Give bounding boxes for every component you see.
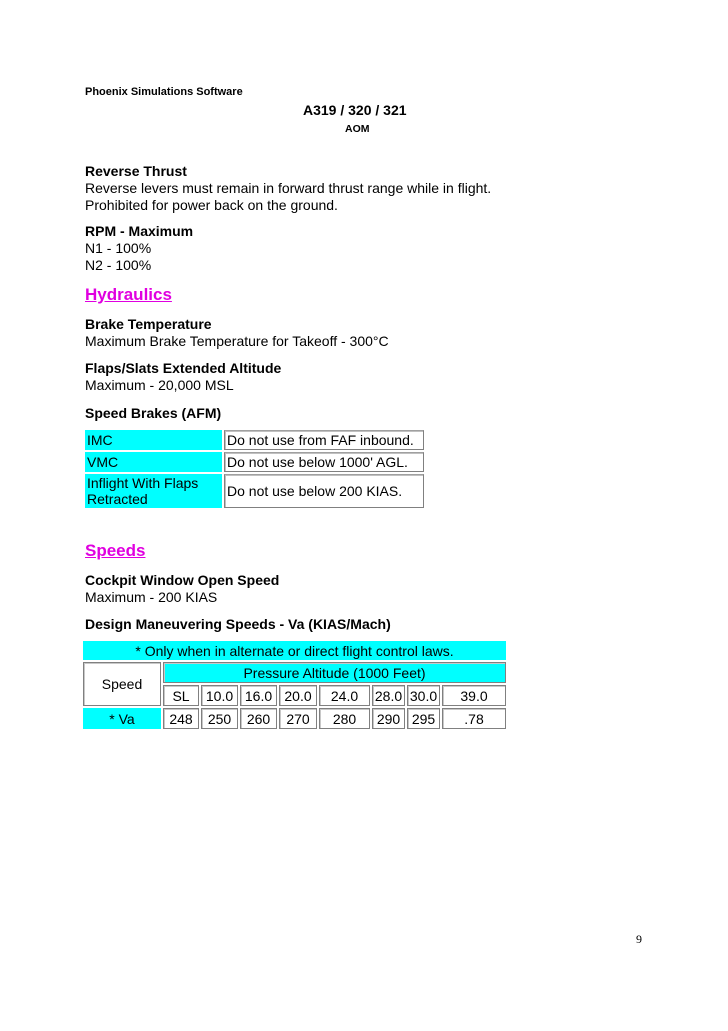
sb-label-inflight-line2: Retracted: [87, 491, 148, 507]
table-row: [85, 452, 424, 472]
va-alt-cell: 39.0: [442, 685, 506, 706]
flaps-text: Maximum - 20,000 MSL: [85, 377, 234, 393]
va-value-cell: 280: [319, 708, 370, 729]
doc-title: A319 / 320 / 321: [303, 102, 407, 118]
brake-temp-heading: Brake Temperature: [85, 316, 212, 332]
speeds-heading: Speeds: [85, 541, 146, 560]
reverse-thrust-line2: Prohibited for power back on the ground.: [85, 197, 338, 213]
va-row-label: * Va: [83, 708, 161, 729]
sb-value-imc: Do not use from FAF inbound.: [224, 430, 424, 450]
va-value-cell: .78: [442, 708, 506, 729]
sb-value-inflight: Do not use below 200 KIAS.: [224, 474, 424, 508]
cockpit-window-text: Maximum - 200 KIAS: [85, 589, 218, 605]
publisher: Phoenix Simulations Software: [85, 86, 243, 98]
sb-label-imc: IMC: [85, 430, 222, 450]
table-row: [83, 662, 506, 683]
rpm-n2: N2 - 100%: [85, 257, 152, 273]
va-value-cell: 290: [372, 708, 405, 729]
table-row: [83, 708, 506, 729]
va-alt-cell: 24.0: [319, 685, 370, 706]
va-note: * Only when in alternate or direct flight control laws.: [83, 641, 506, 660]
va-alt-cell: 30.0: [407, 685, 440, 706]
va-value-cell: 260: [240, 708, 277, 729]
va-alt-cell: SL: [163, 685, 199, 706]
va-pa-label: Pressure Altitude (1000 Feet): [163, 662, 506, 683]
va-alt-cell: 16.0: [240, 685, 277, 706]
va-alt-cell: 20.0: [279, 685, 317, 706]
va-value-cell: 250: [201, 708, 238, 729]
speed-brakes-table: [83, 428, 426, 510]
table-row: [83, 641, 506, 660]
hydraulics-heading: Hydraulics: [85, 285, 172, 304]
va-heading: Design Maneuvering Speeds - Va (KIAS/Mach): [85, 616, 391, 632]
va-value-cell: 270: [279, 708, 317, 729]
va-value-cell: 248: [163, 708, 199, 729]
va-alt-cell: 28.0: [372, 685, 405, 706]
brake-temp-text: Maximum Brake Temperature for Takeoff - 300°C: [85, 333, 389, 349]
sb-value-vmc: Do not use below 1000' AGL.: [224, 452, 424, 472]
sb-label-inflight-line1: Inflight With Flaps: [87, 475, 199, 491]
cockpit-window-heading: Cockpit Window Open Speed: [85, 572, 280, 588]
speed-brakes-heading: Speed Brakes (AFM): [85, 405, 222, 421]
rpm-heading: RPM - Maximum: [85, 223, 194, 239]
va-table: [81, 639, 508, 731]
reverse-thrust-line1: Reverse levers must remain in forward thrust range while in flight.: [85, 180, 492, 196]
sb-label-vmc: VMC: [85, 452, 222, 472]
table-row: [85, 474, 424, 508]
page-number: 9: [636, 932, 642, 946]
table-row: [85, 430, 424, 450]
sb-label-inflight: [85, 474, 222, 508]
rpm-n1: N1 - 100%: [85, 240, 152, 256]
flaps-heading: Flaps/Slats Extended Altitude: [85, 360, 282, 376]
va-value-cell: 295: [407, 708, 440, 729]
va-alt-cell: 10.0: [201, 685, 238, 706]
reverse-thrust-heading: Reverse Thrust: [85, 163, 187, 179]
va-speed-label: Speed: [83, 662, 161, 706]
doc-subtitle: AOM: [345, 123, 370, 135]
